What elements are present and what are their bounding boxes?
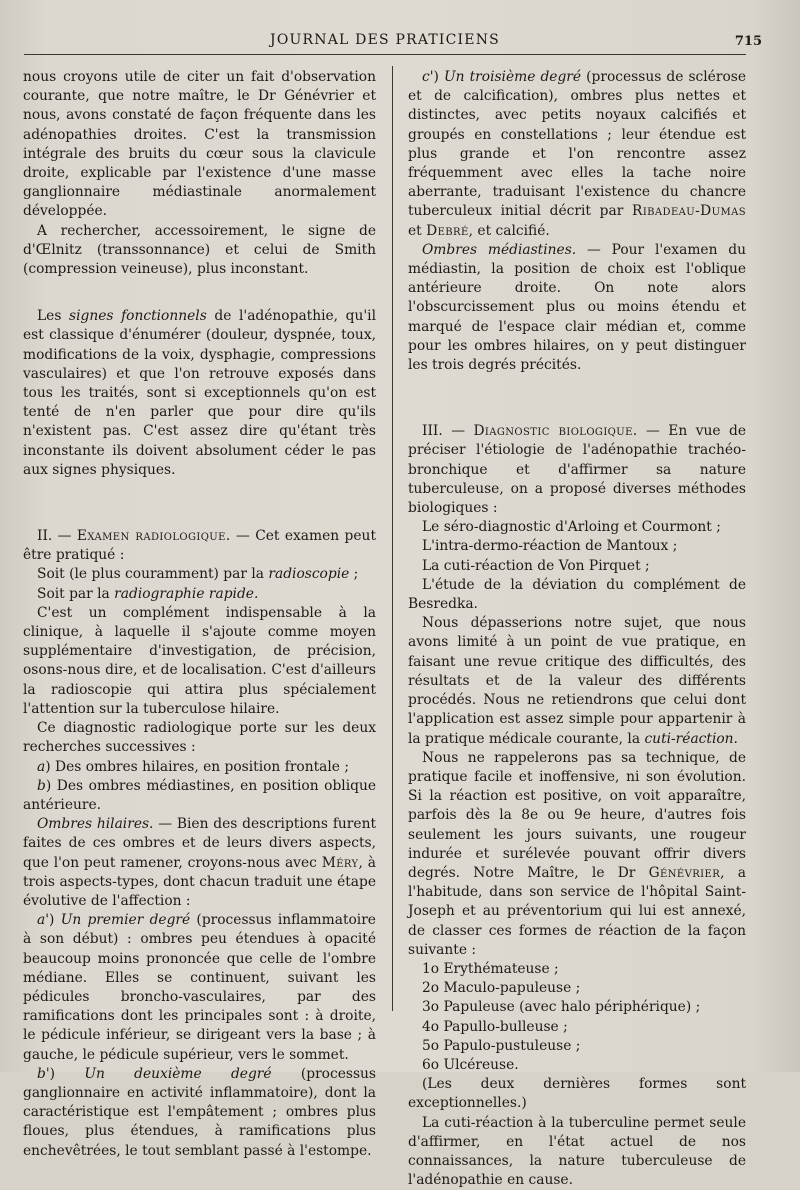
- paragraph: c') Un troisième degré (processus de sclérose et de calcification), ombres plus nettes et distinctes, avec petits noyaux calcifiés et groupés en constellations ; leur étendue est plus grande et l'on rencontre assez fréquemment avec elles la tache noire aberrante, traduisant l'existence du chancre tuberculeux initial décrit par Ribadeau-Dumas et Debré, et calcifié.: [408, 69, 746, 239]
- section-title: Diagnostic biologique.: [473, 423, 638, 440]
- section-heading: II. — Examen radiologique. — Cet examen peut être pratiqué :: [23, 528, 376, 564]
- running-header: [0, 30, 800, 52]
- subheading: Un deuxième degré: [84, 1065, 272, 1082]
- journal-title: JOURNAL DES PRATICIENS: [270, 32, 500, 48]
- list-item: 3o Papuleuse (avec halo périphérique) ;: [422, 999, 701, 1016]
- list-item: L'étude de la déviation du complément de Besredka.: [408, 576, 746, 613]
- subheading: Ombres hilaires.: [37, 816, 154, 833]
- author-name: Méry: [321, 854, 359, 871]
- list-item: b) Des ombres médiastines, en position oblique antérieure.: [23, 777, 376, 813]
- subheading: Un troisième degré: [444, 69, 582, 85]
- column-divider: [392, 66, 393, 1011]
- author-name: Debré: [426, 222, 469, 239]
- page-number: 715: [734, 34, 762, 49]
- list-item: Soit par la radiographie rapide.: [37, 585, 259, 602]
- subheading: Ombres médiastines.: [422, 241, 577, 258]
- list-item: Soit (le plus couramment) par la radioscopie ;: [37, 566, 359, 583]
- list-item: L'intra-dermo-réaction de Mantoux ;: [422, 538, 678, 555]
- list-item: 2o Maculo-papuleuse ;: [422, 980, 581, 997]
- right-column: [408, 68, 746, 1190]
- paragraph: A rechercher, accessoirement, le signe de d'Œlnitz (transsonnance) et celui de Smith (compression veineuse), plus inconstant.: [23, 222, 376, 278]
- paragraph: Ombres hilaires. — Bien des descriptions furent faites de ces ombres et de leurs divers aspects, que l'on peut ramener, croyons-nous avec Méry, à trois aspects-types, dont chacun traduit une étape évolutive de l'affection :: [23, 816, 376, 909]
- author-name: Ribadeau-Dumas: [632, 203, 746, 220]
- paragraph: Nous dépasserions notre sujet, que nous avons limité à un point de vue pratique, en faisant une revue critique des difficultés, des résultats et de la valeur des différents procédés. Nous ne retiendrons que celui dont l'application est assez simple pour appartenir à la pratique médicale courante, la cuti-réaction.: [408, 615, 746, 747]
- paragraph: Les signes fonctionnels de l'adénopathie, qu'il est classique d'énumérer (douleur, dyspnée, toux, modifications de la voix, dysphagie, compressions vasculaires) et que l'on retrouve exposés dans tous les traités, sont si exceptionnels qu'on est tenté de n'en parler que pour dire qu'ils n'existent pas. C'est assez dire qu'étant très inconstante ils doivent absolument céder le pas aux signes physiques.: [23, 308, 377, 478]
- paragraph: a') Un premier degré (processus inflammatoire à son début) : ombres peu étendues à opacité beaucoup moins prononcée que celle de l'ombre médiane. Elles se continuent, suivant les pédicules broncho-vasculaires, par des ramifications dont les principales sont : à droite, le pédicule inférieur, se dirigeant vers la base ; à gauche, le pédicule supérieur, vers le sommet.: [23, 912, 376, 1063]
- list-item: 6o Ulcéreuse.: [422, 1056, 519, 1073]
- section-heading: III. — Diagnostic biologique. — En vue de préciser l'étiologie de l'adénopathie trachéo-bronchique et d'affirmer sa nature tuberculeuse, on a proposé diverses méthodes biologiques :: [408, 423, 747, 517]
- list-item: 5o Papulo-pustuleuse ;: [422, 1037, 581, 1054]
- list-item: Le séro-diagnostic d'Arloing et Courmont ;: [422, 519, 721, 536]
- left-column: [23, 68, 376, 1161]
- paragraph: nous croyons utile de citer un fait d'observation courante, que notre maître, le Dr Génévrier et nous, avons constaté de façon fréquente dans les adénopathies droites. C'est la transmission intégrale des bruits du cœur sous la clavicule droite, explicable par l'existence d'une masse ganglionnaire médiastinale anormalement développée.: [23, 69, 376, 220]
- paragraph: (Les deux dernières formes sont exceptionnelles.): [408, 1076, 746, 1112]
- author-name: Génévrier: [648, 864, 721, 881]
- emphasis: signes fonctionnels: [69, 308, 207, 325]
- paragraph: C'est un complément indispensable à la clinique, à laquelle il s'ajoute comme moyen supplémentaire d'investigation, de précision, osons-nous dire, et de localisation. C'est d'ailleurs la radioscopie qui attira plus spécialement l'attention sur la tuberculose hilaire.: [23, 604, 376, 717]
- paragraph: b') Un deuxième degré (processus ganglionnaire en activité inflammatoire), dont la caractéristique est l'empâtement ; ombres plus floues, plus étendues, à ramifications plus enchevêtrées, le tout semblant passé à l'estompe.: [23, 1065, 376, 1159]
- list-item: 1o Erythémateuse ;: [422, 960, 559, 977]
- subheading: Un premier degré: [60, 912, 191, 929]
- list-item: a) Des ombres hilaires, en position frontale ;: [37, 758, 349, 775]
- paragraph: Ombres médiastines. — Pour l'examen du médiastin, la position de choix est l'oblique antérieure droite. On note alors l'obscurcissement plus ou moins étendu et marqué de l'espace clair médian et, comme pour les ombres hilaires, on y peut distinguer les trois degrés précités.: [408, 241, 746, 374]
- paragraph: Nous ne rappelerons pas sa technique, de pratique facile et inoffensive, ni son évolution. Si la réaction est positive, on voit apparaître, parfois dès la 8e ou 9e heure, d'autres fois seulement les jours suivants, une rougeur indurée et surélevée pouvant offrir divers degrés. Notre Maître, le Dr Génévrier, a l'habitude, dans son service de l'hôpital Saint-Joseph et au préventorium qui lui est annexé, de classer ces formes de réaction de la façon suivante :: [408, 749, 747, 958]
- paragraph: Ce diagnostic radiologique porte sur les deux recherches successives :: [23, 720, 376, 756]
- list-item: La cuti-réaction de Von Pirquet ;: [422, 557, 650, 574]
- list-item: 4o Papullo-bulleuse ;: [422, 1018, 568, 1035]
- section-title: Examen radiologique.: [76, 528, 231, 545]
- paragraph: La cuti-réaction à la tuberculine permet seule d'affirmer, en l'état actuel de nos connaissances, la nature tuberculeuse de l'adénopathie en cause.: [408, 1114, 746, 1189]
- header-rule: [24, 54, 746, 55]
